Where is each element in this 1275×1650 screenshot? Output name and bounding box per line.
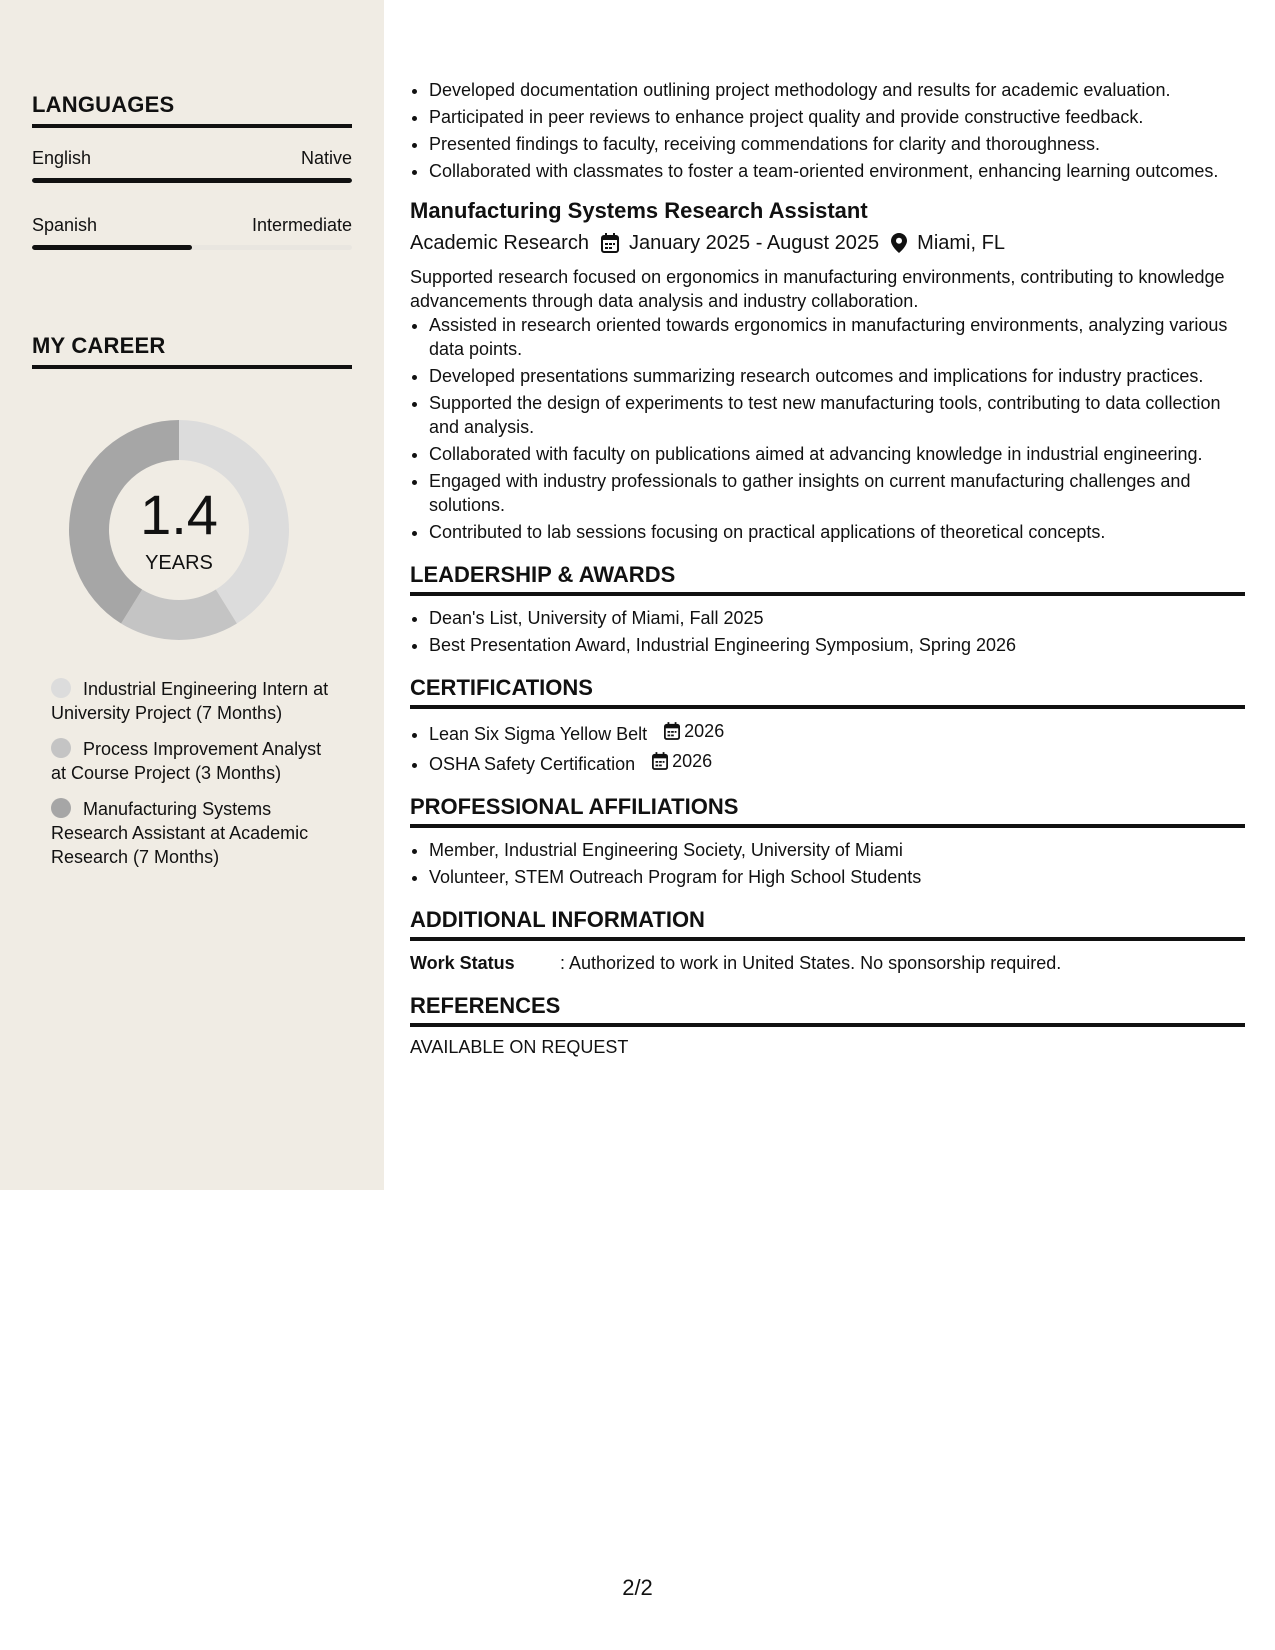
- language-name: Spanish: [32, 215, 98, 235]
- leadership-heading: LEADERSHIP & AWARDS: [410, 562, 1245, 596]
- job-dates: January 2025 - August 2025: [628, 232, 880, 254]
- previous-job-bullets: [410, 78, 1245, 183]
- certification-year: 2026: [684, 721, 725, 741]
- languages-heading: LANGUAGES: [32, 92, 352, 128]
- career-legend-item: [51, 797, 331, 869]
- award-item: • Best Presentation Award, Industrial Engineering Symposium, Spring 2026: [429, 633, 1245, 657]
- leadership-section: [410, 562, 1245, 657]
- affiliations-section: [410, 794, 1245, 889]
- language-proficiency-bar: [32, 245, 352, 250]
- career-legend-label: Manufacturing Systems Research Assistant at Academic Research (7 Months): [51, 799, 309, 867]
- certification-name: Lean Six Sigma Yellow Belt: [429, 724, 648, 744]
- affiliation-item: • Volunteer, STEM Outreach Program for High School Students: [429, 865, 1245, 889]
- bullet-item: • Presented findings to faculty, receiving commendations for clarity and thoroughness.: [429, 132, 1245, 156]
- languages-section: [32, 92, 352, 250]
- legend-dot: [51, 738, 71, 758]
- certification-item: [429, 719, 1245, 746]
- career-legend-item: [51, 677, 331, 725]
- legend-dot: [51, 678, 71, 698]
- language-proficiency-fill: [32, 178, 352, 183]
- references-text: AVAILABLE ON REQUEST: [410, 1037, 629, 1057]
- career-legend-label: Industrial Engineering Intern at University Project (7 Months): [51, 679, 329, 723]
- bullet-item: • Engaged with industry professionals to gather insights on current manufacturing challenges and solutions.: [429, 469, 1245, 517]
- calendar-icon: [652, 752, 668, 770]
- bullet-item: • Collaborated with faculty on publications aimed at advancing knowledge in industrial engineering.: [429, 442, 1245, 466]
- additional-info-heading: ADDITIONAL INFORMATION: [410, 907, 1245, 941]
- bullet-item: • Developed presentations summarizing research outcomes and implications for industry practices.: [429, 364, 1245, 388]
- references-heading: REFERENCES: [410, 993, 1245, 1027]
- job-title: Manufacturing Systems Research Assistant: [410, 198, 868, 223]
- language-name: English: [32, 148, 92, 168]
- language-level: Intermediate: [251, 215, 352, 235]
- additional-info-section: [410, 907, 1245, 975]
- career-legend: [51, 677, 331, 881]
- language-proficiency-bar: [32, 178, 352, 183]
- legend-dot: [51, 798, 71, 818]
- bullet-item: • Supported the design of experiments to test new manufacturing tools, contributing to data collection and analysis.: [429, 391, 1245, 439]
- certifications-heading: CERTIFICATIONS: [410, 675, 1245, 709]
- language-proficiency-fill: [32, 245, 192, 250]
- references-section: [410, 993, 1245, 1058]
- work-status-value: : Authorized to work in United States. No sponsorship required.: [560, 953, 1062, 973]
- career-total-unit: YEARS: [145, 552, 213, 574]
- certification-item: [429, 749, 1245, 776]
- bullet-item: • Contributed to lab sessions focusing on practical applications of theoretical concepts.: [429, 520, 1245, 544]
- job-location: Miami, FL: [917, 232, 1005, 254]
- main-content: [410, 78, 1245, 1058]
- language-item: [32, 215, 352, 250]
- job-organization: Academic Research: [410, 232, 589, 254]
- bullet-item: • Developed documentation outlining project methodology and results for academic evaluation.: [429, 78, 1245, 102]
- job-bullets: [410, 313, 1245, 544]
- job-entry: [410, 197, 1245, 544]
- job-meta: [410, 229, 1245, 257]
- career-legend-item: [51, 737, 331, 785]
- certification-year: 2026: [672, 751, 713, 771]
- bullet-item: • Collaborated with classmates to foster a team-oriented environment, enhancing learning outcomes.: [429, 159, 1245, 183]
- sidebar: [0, 0, 384, 1190]
- language-level: Native: [300, 148, 352, 168]
- bullet-item: • Participated in peer reviews to enhance project quality and provide constructive feedback.: [429, 105, 1245, 129]
- career-legend-label: Process Improvement Analyst at Course Project (3 Months): [51, 739, 322, 783]
- certifications-section: [410, 675, 1245, 776]
- work-status-label: Work Status: [410, 953, 515, 973]
- career-heading: MY CAREER: [32, 333, 352, 369]
- affiliations-heading: PROFESSIONAL AFFILIATIONS: [410, 794, 1245, 828]
- calendar-icon: [664, 722, 680, 740]
- career-section: [32, 333, 352, 369]
- affiliation-item: • Member, Industrial Engineering Society, University of Miami: [429, 838, 1245, 862]
- language-item: [32, 148, 352, 183]
- career-donut-chart: [66, 417, 292, 643]
- certification-name: OSHA Safety Certification: [429, 754, 636, 774]
- award-item: • Dean's List, University of Miami, Fall 2025: [429, 606, 1245, 630]
- location-pin-icon: [891, 233, 907, 253]
- job-description: Supported research focused on ergonomics in manufacturing environments, contributing to knowledge advancements through data analysis and industry collaboration.: [410, 267, 1225, 311]
- calendar-icon: [601, 233, 619, 253]
- bullet-item: • Assisted in research oriented towards ergonomics in manufacturing environments, analyzing various data points.: [429, 313, 1245, 361]
- page-number: 2/2: [622, 1575, 653, 1600]
- career-total-years: 1.4: [140, 483, 218, 546]
